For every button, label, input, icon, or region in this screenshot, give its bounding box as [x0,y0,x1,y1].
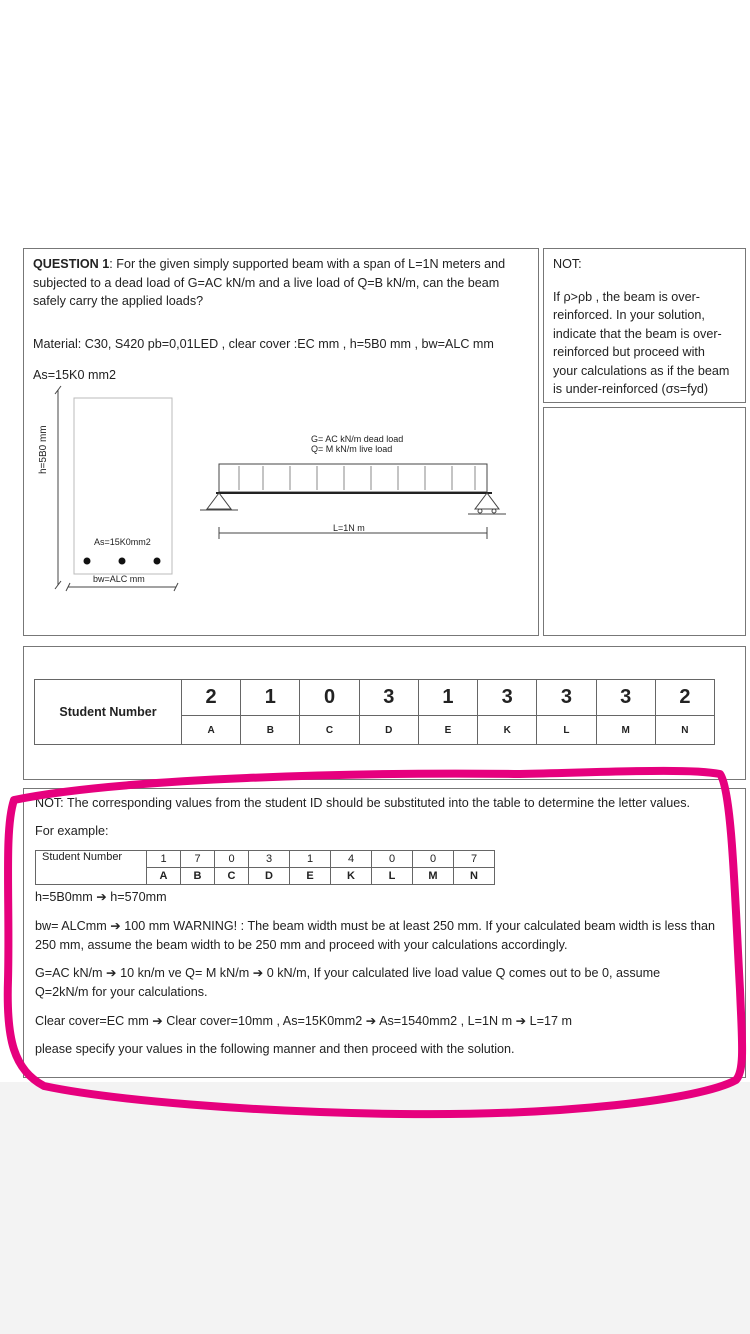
load-arrows [239,466,475,490]
digit-cell: 2 [655,680,714,716]
digit-cell: 3 [537,680,596,716]
example-label: For example: [35,824,109,838]
span-label: L=1N m [333,523,365,533]
height-label: h=5B0 mm [38,425,49,474]
note-line: is under-reinforced (σs=fyd) [553,382,709,396]
example-letter: B [181,868,215,885]
as-label: As=15K0mm2 [94,537,151,547]
g-line-1: G=AC kN/m ➔ 10 kn/m ve Q= M kN/m ➔ 0 kN/m, If your calculated live load value Q comes out to be 0, assume [35,966,661,980]
note-line: indicate that the beam is over- [553,326,722,341]
example-digit: 0 [215,851,249,868]
lower-note: NOT: The corresponding values from the student ID should be substituted into the table to determine the letter values. [35,796,691,810]
question-line-1: : For the given simply supported beam with a span of L=1N meters and [109,257,506,271]
digit-cell: 3 [359,680,418,716]
note-line: If ρ>ρb , the beam is over- [553,289,700,304]
dead-load-label: G= AC kN/m dead load [311,434,404,444]
question-line-2: subjected to a dead load of G=AC kN/m and a live load of Q=B kN/m, can the beam [33,275,500,290]
example-digit: 7 [181,851,215,868]
note-line: your calculations as if the beam [553,363,730,378]
rebar-dot [119,558,126,565]
question-title: QUESTION 1 [33,257,110,271]
example-digit: 0 [413,851,454,868]
example-letter: N [454,868,495,885]
bw-line-2: 250 mm, assume the beam width to be 250 mm and proceed with your calculations accordingly. [35,937,568,952]
example-digit: 4 [331,851,372,868]
letter-cell: L [537,716,596,745]
roller-support [475,493,499,509]
example-digit: 0 [372,851,413,868]
example-letter: M [413,868,454,885]
digit-cell: 2 [182,680,241,716]
specify-line: please specify your values in the following manner and then proceed with the solution. [35,1042,515,1056]
student-number-header: Student Number [35,680,182,745]
example-letter: L [372,868,413,885]
digit-cell: 1 [241,680,300,716]
example-digit: 1 [290,851,331,868]
example-digit: 7 [454,851,495,868]
example-digit: 1 [147,851,181,868]
load-text [35,964,740,1001]
distributed-load-rect [219,464,487,492]
letter-cell: E [418,716,477,745]
letter-cell: D [359,716,418,745]
example-header: Student Number [36,851,147,885]
digit-cell: 3 [478,680,537,716]
letter-cell: A [182,716,241,745]
example-letter: C [215,868,249,885]
g-line-2: Q=2kN/m for your calculations. [35,984,208,999]
rebar-dot [154,558,161,565]
note-line: reinforced. In your solution, [553,308,705,322]
bw-line-1: bw= ALCmm ➔ 100 mm WARNING! : The beam width must be at least 250 mm. If your calculated beam width is less than [35,919,716,933]
pin-support [207,493,231,509]
digit-cell: 3 [596,680,655,716]
h-line: h=5B0mm ➔ h=570mm [35,890,167,904]
letter-cell: K [478,716,537,745]
cross-section-rect [74,398,172,574]
question-line-3: safely carry the applied loads? [33,294,204,308]
student-number-table [34,679,715,745]
example-letter: D [249,868,290,885]
example-letter: A [147,868,181,885]
example-digit: 3 [249,851,290,868]
note-title: NOT: [553,257,582,271]
letter-cell: N [655,716,714,745]
letter-cell: B [241,716,300,745]
material-line-1: Material: C30, S420 pb=0,01LED , clear cover :EC mm , h=5B0 mm , bw=ALC mm [33,336,494,351]
digit-cell: 1 [418,680,477,716]
digit-cell: 0 [300,680,359,716]
material-line-2: As=15K0 mm2 [33,367,116,382]
example-letter: K [331,868,372,885]
example-letter: E [290,868,331,885]
cover-line: Clear cover=EC mm ➔ Clear cover=10mm , As=15K0mm2 ➔ As=1540mm2 , L=1N m ➔ L=17 m [35,1014,573,1028]
bw-text [35,917,740,954]
beam-diagram [0,0,750,650]
letter-cell: C [300,716,359,745]
note-line: reinforced but proceed with [553,345,705,359]
bw-label: bw=ALC mm [93,574,145,584]
example-table [35,850,495,885]
rebar-dot [84,558,91,565]
letter-cell: M [596,716,655,745]
live-load-label: Q= M kN/m live load [311,444,393,454]
